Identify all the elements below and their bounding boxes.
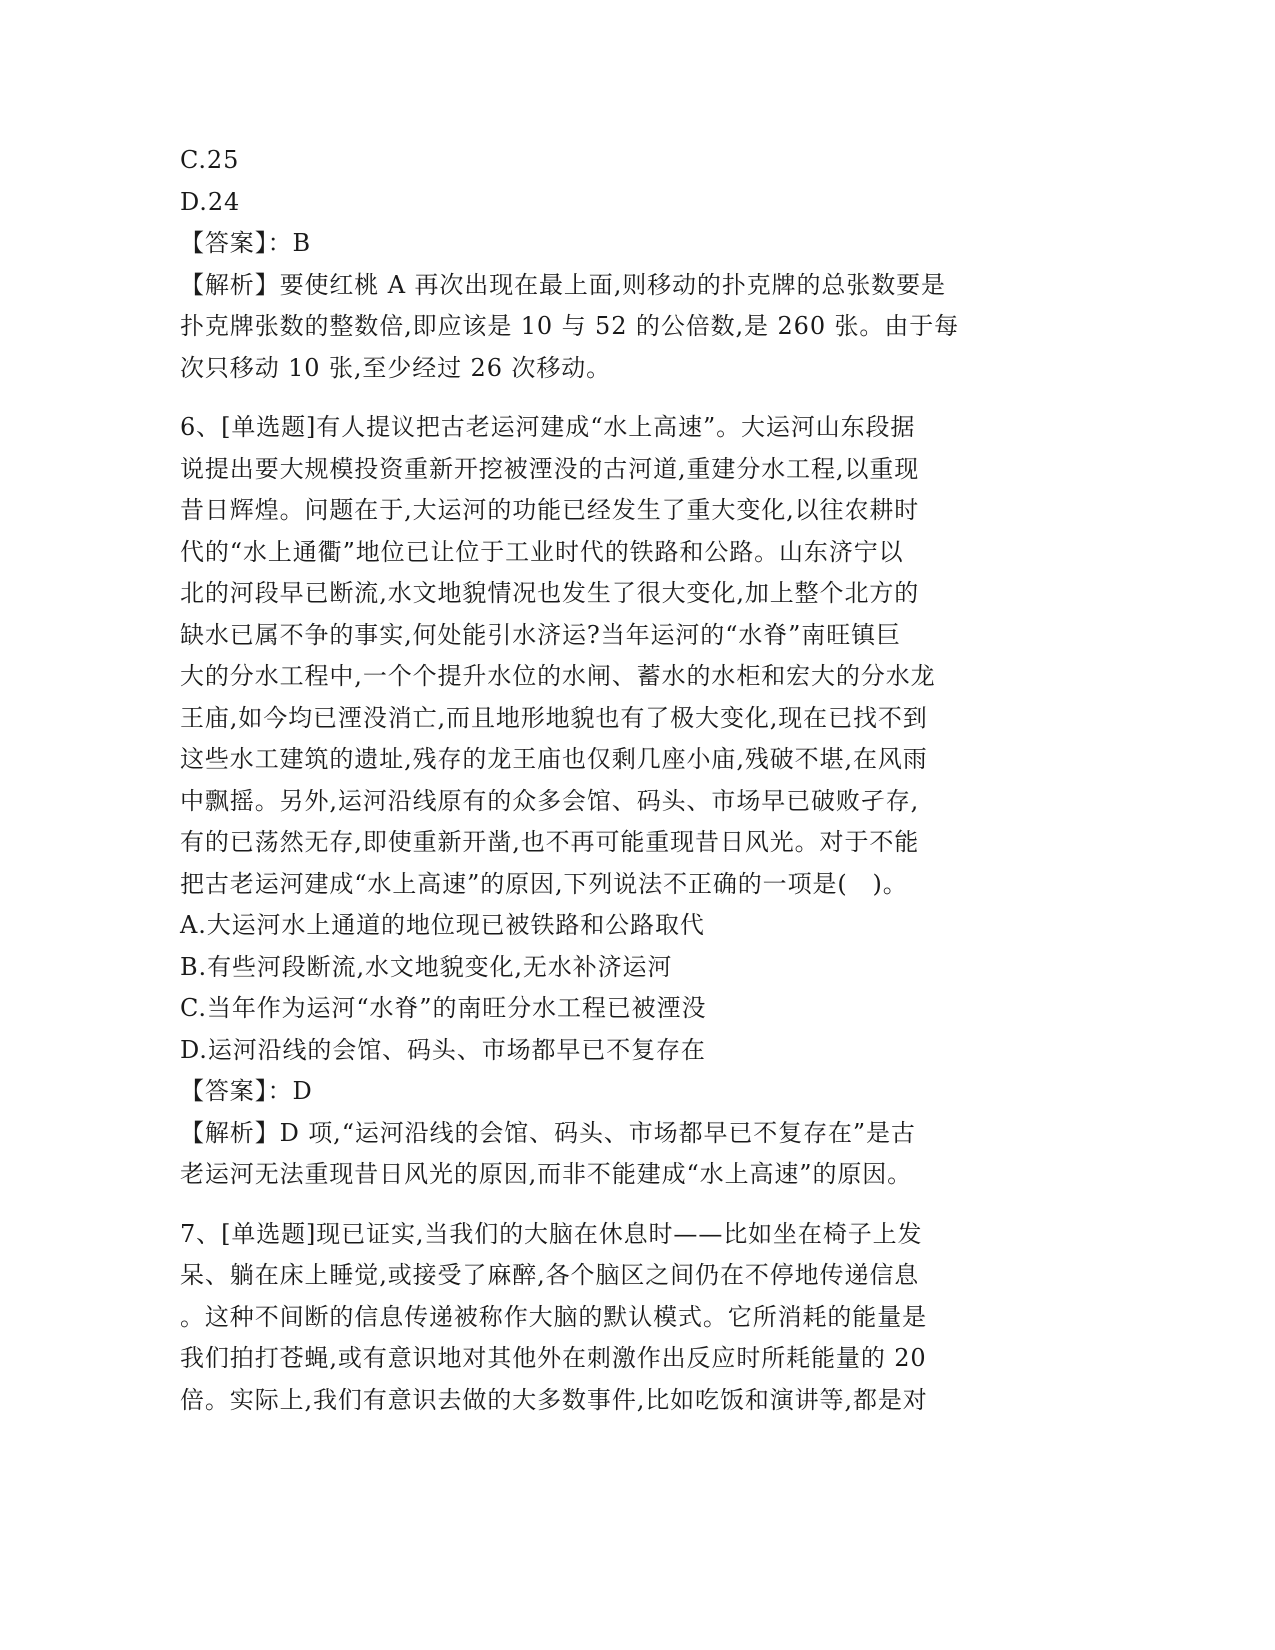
analysis-line: 扑克牌张数的整数倍,即应该是 10 与 52 的公倍数,是 260 张。由于每 [180,312,960,340]
section-gap [180,389,1030,407]
question-stem-line: 王庙,如今均已湮没消亡,而且地形地貌也有了极大变化,现在已找不到 [180,703,928,732]
question-stem-line: 呆、躺在床上睡觉,或接受了麻醉,各个脑区之间仍在不停地传递信息 [180,1261,920,1289]
question-stem-line: 缺水已属不争的事实,何处能引水济运?当年运河的“水脊”南旺镇巨 [180,620,901,649]
question-stem-line: 昔日辉煌。问题在于,大运河的功能已经发生了重大变化,以往农耕时 [180,496,920,524]
option-d: D.24 [180,187,241,216]
question-stem-line: 大的分水工程中,一个个提升水位的水闸、蓄水的水柜和宏大的分水龙 [180,662,936,690]
analysis-line: 【解析】D 项,“运河沿线的会馆、码头、市场都早已不复存在”是古 [180,1118,916,1147]
question-stem-line: 这些水工建筑的遗址,残存的龙王庙也仅剩几座小庙,残破不堪,在风雨 [180,745,928,773]
answer-line: 【答案】：D [180,1077,313,1105]
question-7 [180,1214,1030,1422]
option-c: C.25 [180,146,240,174]
analysis-line: 次只移动 10 张,至少经过 26 次移动。 [180,353,612,382]
section-gap [180,1196,1030,1214]
answer-line: 【答案】：B [180,229,312,257]
question-stem-line: 代的“水上通衢”地位已让位于工业时代的铁路和公路。山东济宁以 [180,537,904,566]
option-b: B.有些河段断流,水文地貌变化,无水补济运河 [180,952,673,981]
analysis-line: 【解析】要使红桃 A 再次出现在最上面,则移动的扑克牌的总张数要是 [180,270,946,299]
option-a: A.大运河水上通道的地位现已被铁路和公路取代 [180,911,705,939]
question-6 [180,407,1030,1196]
question-stem-line: 把古老运河建成“水上高速”的原因,下列说法不正确的一项是( )。 [180,869,908,898]
question-stem-line: 倍。实际上,我们有意识去做的大多数事件,比如吃饭和演讲等,都是对 [180,1385,928,1414]
question-stem-line: 中飘摇。另外,运河沿线原有的众多会馆、码头、市场早已破败孑存, [180,786,920,815]
option-d: D.运河沿线的会馆、码头、市场都早已不复存在 [180,1035,706,1064]
page-content [180,140,1030,1421]
question-stem-line: 有的已荡然无存,即使重新开凿,也不再可能重现昔日风光。对于不能 [180,828,920,856]
question-stem-line: 7、[单选题]现已证实,当我们的大脑在休息时——比如坐在椅子上发 [180,1219,923,1248]
option-c: C.当年作为运河“水脊”的南旺分水工程已被湮没 [180,994,707,1022]
question-stem-line: 说提出要大规模投资重新开挖被湮没的古河道,重建分水工程,以重现 [180,454,920,483]
question-5-tail [180,140,1030,389]
question-stem-line: 。这种不间断的信息传递被称作大脑的默认模式。它所消耗的能量是 [180,1302,927,1331]
question-stem-line: 北的河段早已断流,水文地貌情况也发生了很大变化,加上整个北方的 [180,579,920,607]
analysis-line: 老运河无法重现昔日风光的原因,而非不能建成“水上高速”的原因。 [180,1160,913,1188]
question-stem-line: 6、[单选题]有人提议把古老运河建成“水上高速”。大运河山东段据 [180,413,916,441]
question-stem-line: 我们拍打苍蝇,或有意识地对其他外在刺激作出反应时所耗能量的 20 [180,1344,927,1372]
